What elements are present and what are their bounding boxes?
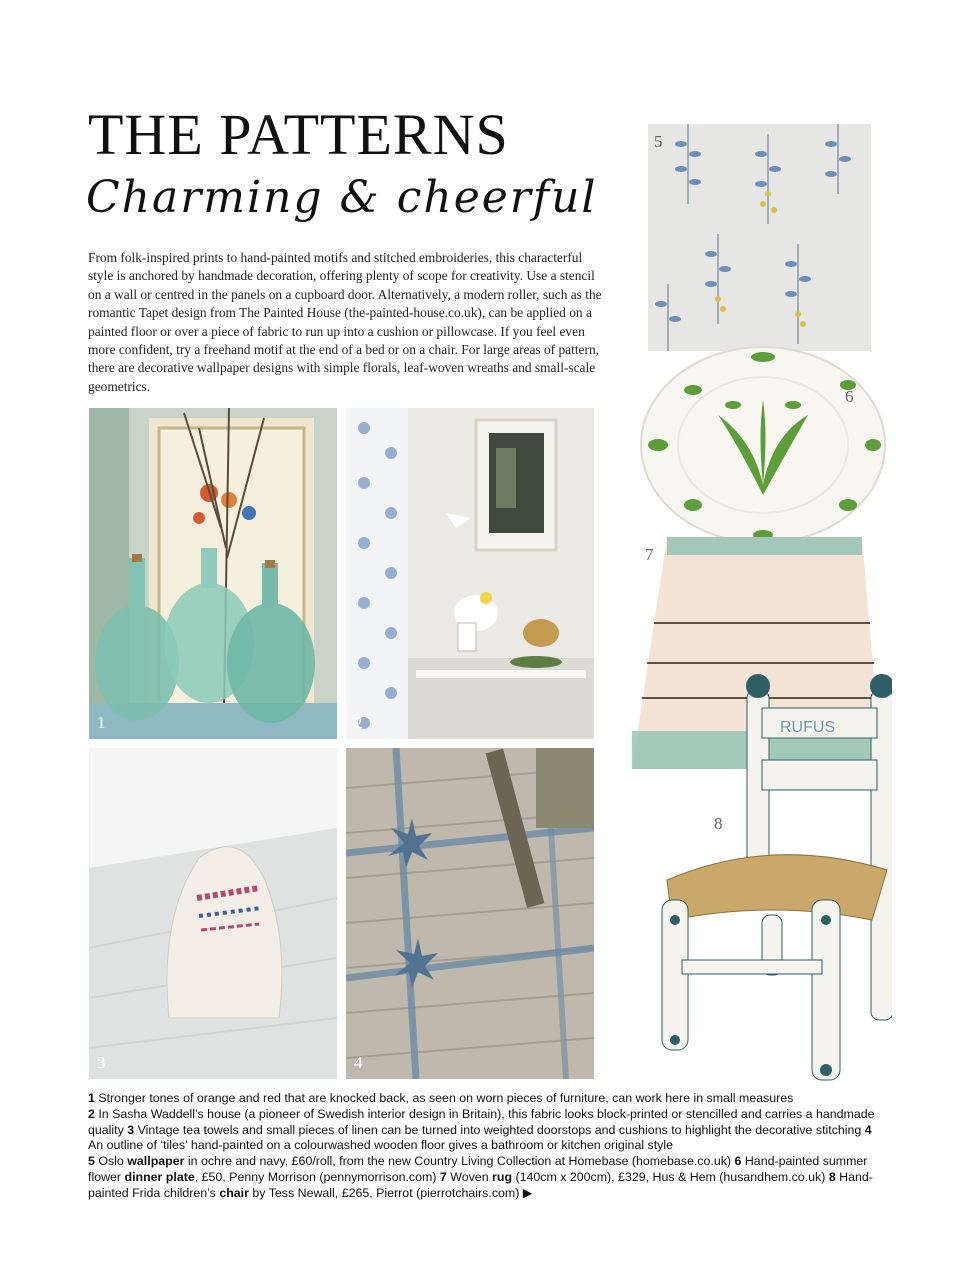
- caption-number: 7: [439, 1169, 447, 1184]
- caption-product: chair: [219, 1185, 249, 1200]
- doorstop-image: [89, 748, 337, 1079]
- photo-number: 7: [645, 545, 654, 564]
- photo-glass-bottles: [89, 408, 337, 739]
- caption-number: 1: [88, 1091, 95, 1105]
- caption-text: by Tess Newall, £265, Pierrot (pierrotchairs.com): [248, 1185, 523, 1200]
- caption-text: Woven: [446, 1169, 493, 1184]
- dinner-plate-image: [638, 345, 888, 545]
- caption-number: 8: [828, 1169, 836, 1184]
- caption-text: Vintage tea towels and small pieces of linen can be turned into weighted doorstops and cushions to highlight the decorative stitching: [134, 1122, 865, 1137]
- caption-number: 6: [734, 1154, 742, 1169]
- captions-block: [88, 1091, 888, 1202]
- photo-doorstop: [89, 748, 337, 1079]
- chair-name-text: RUFUS: [780, 719, 836, 736]
- photo-dinner-plate: [638, 345, 888, 545]
- caption-number: 5: [88, 1154, 95, 1169]
- painted-floor-image: [346, 748, 594, 1079]
- photo-wallpaper: [648, 124, 871, 351]
- glass-bottles-image: [89, 408, 337, 739]
- caption-text: , £50, Penny Morrison (pennymorrison.com): [194, 1169, 440, 1184]
- photo-number: 2: [354, 713, 363, 732]
- page-subtitle: Charming & cheerful: [86, 172, 598, 223]
- chair-image: [652, 670, 892, 1085]
- caption-product: rug: [492, 1169, 513, 1184]
- caption-text: In Sasha Waddell’s house (a pioneer of Swedish interior design in Britain), this fabric looks block-printed or stencilled and carries a handmade quality: [88, 1106, 875, 1137]
- curtain-desk-image: [346, 408, 594, 739]
- photo-number: 8: [714, 814, 723, 833]
- photo-number: 4: [354, 1053, 363, 1072]
- photo-number: 6: [845, 387, 854, 406]
- caption-text: Oslo: [94, 1154, 128, 1169]
- photo-number: 3: [97, 1053, 106, 1072]
- caption-text: Hand-painted summer flower: [88, 1154, 868, 1184]
- photo-painted-floor: [346, 748, 594, 1079]
- photo-chair: [652, 670, 892, 1085]
- photo-curtain-desk: [346, 408, 594, 739]
- continue-arrow-icon: ▶: [522, 1185, 533, 1200]
- caption-product: wallpaper: [127, 1154, 185, 1169]
- caption-text: in ochre and navy, £60/roll, from the new Country Living Collection at Homebase (homebase.co.uk): [184, 1154, 735, 1169]
- photo-number: 5: [654, 132, 663, 151]
- caption-number: 3: [127, 1122, 135, 1137]
- wallpaper-image: [648, 124, 871, 351]
- intro-paragraph: From folk-inspired prints to hand-painted motifs and stitched embroideries, this characterful style is anchored by handmade decoration, offering plenty of scope for creativity. Use a stencil on a wall or centred in the panels on a cupboard door. Alternatively, a modern roller, such as the romantic Tapet design from The Painted House (the-painted-house.co.uk), can be applied on a painted floor or over a piece of fabric to run up into a cushion or pillowcase. If you feel even more confident, try a freehand motif at the end of a bed or on a chair. For large areas of pattern, there are decorative wallpaper designs with simple florals, leaf-woven wreaths and small-scale geometrics.: [88, 250, 602, 394]
- caption-number: 4: [864, 1122, 872, 1137]
- caption-text: Stronger tones of orange and red that are knocked back, as seen on worn pieces of furniture, can work here in small measures: [94, 1091, 794, 1105]
- caption-number: 2: [88, 1106, 95, 1121]
- photo-number: 1: [97, 713, 106, 732]
- caption-text: (140cm x 200cm), £329, Hus & Hem (husandhem.co.uk): [512, 1169, 829, 1184]
- caption-text: An outline of ‘tiles’ hand-painted on a colourwashed wooden floor gives a bathroom or kitchen original style: [88, 1138, 674, 1153]
- caption-product: dinner plate: [124, 1169, 195, 1184]
- page-title: THE PATTERNS: [88, 102, 509, 167]
- caption-text: Hand-painted Frida children’s: [88, 1169, 873, 1200]
